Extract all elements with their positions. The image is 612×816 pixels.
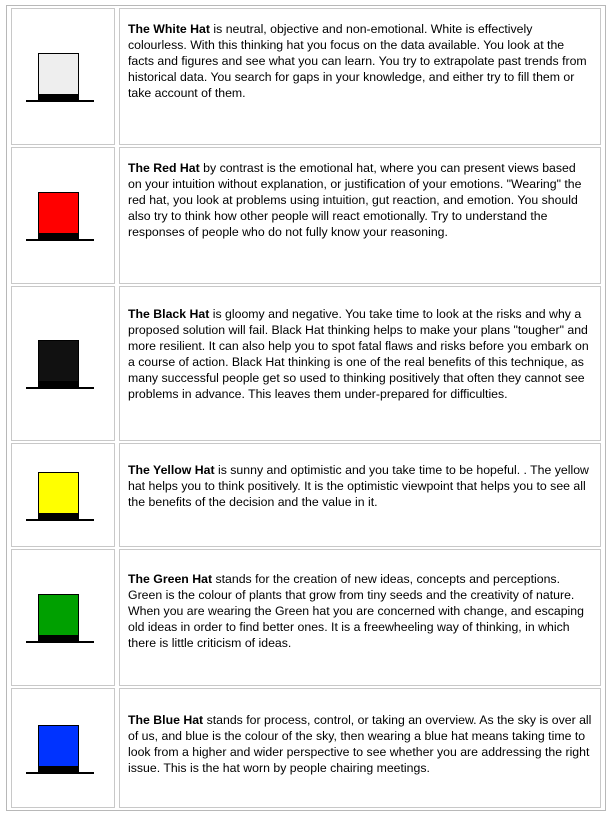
hat-name: The Red Hat bbox=[128, 161, 200, 175]
hat-icon-cell bbox=[11, 443, 115, 547]
hat-icon-cell bbox=[11, 8, 115, 145]
green-hat-icon bbox=[26, 594, 94, 656]
hat-description bbox=[119, 8, 601, 145]
hat-name: The White Hat bbox=[128, 22, 210, 36]
hat-brim bbox=[26, 519, 94, 521]
hat-name: The Black Hat bbox=[128, 307, 210, 321]
hat-description bbox=[119, 147, 601, 284]
hat-brim bbox=[26, 100, 94, 102]
hat-icon-cell bbox=[11, 147, 115, 284]
red-hat-icon bbox=[26, 192, 94, 254]
hat-description bbox=[119, 549, 601, 686]
hat-crown bbox=[38, 53, 79, 99]
hat-description bbox=[119, 443, 601, 547]
blue-hat-icon bbox=[26, 725, 94, 787]
hat-name: The Yellow Hat bbox=[128, 463, 215, 477]
hat-brim bbox=[26, 387, 94, 389]
hat-crown bbox=[38, 472, 79, 518]
hat-crown bbox=[38, 725, 79, 771]
hat-brim bbox=[26, 641, 94, 643]
hat-crown bbox=[38, 192, 79, 238]
hat-text: by contrast is the emotional hat, where you can present views based on your intuition without explanation, or justification of your emotions. "Wearing" the red hat, you look at problems using intuition, gut reaction, and emotion. You should also try to think how other people will react emotionally. Try to understand the responses of people who do not fully know your reasoning. bbox=[128, 161, 582, 239]
hat-text: is sunny and optimistic and you take time to be hopeful. . The yellow hat helps you to think positively. It is the optimistic viewpoint that helps you to see all the benefits of the decision and the value in it. bbox=[128, 463, 589, 509]
hat-icon-cell bbox=[11, 549, 115, 686]
hat-icon-cell bbox=[11, 688, 115, 808]
hat-description bbox=[119, 286, 601, 441]
hat-icon-cell bbox=[11, 286, 115, 441]
hat-row-yellow bbox=[9, 443, 603, 547]
yellow-hat-icon bbox=[26, 472, 94, 534]
hat-brim bbox=[26, 239, 94, 241]
hat-name: The Green Hat bbox=[128, 572, 213, 586]
hat-text: stands for the creation of new ideas, concepts and perceptions. Green is the colour of plants that grow from tiny seeds and the creativity of nature. When you are wearing the Green hat you are concerned with change, and escaping old ideas in order to find better ones. It is a freewheeling way of thinking, in which there is little criticism of ideas. bbox=[128, 572, 584, 650]
hat-text: is gloomy and negative. You take time to look at the risks and why a proposed solution will fail. Black Hat thinking helps to make your plans "tougher" and more resilient. It can also help you to spot fatal flaws and risks before you embark on a course of action. Black Hat thinking is one of the real benefits of this technique, as many successful people get so used to thinking positively that often they cannot see problems in advance. This leaves them under-prepared for difficulties. bbox=[128, 307, 589, 401]
hat-row-green bbox=[9, 549, 603, 686]
hat-name: The Blue Hat bbox=[128, 713, 204, 727]
six-hats-table bbox=[6, 5, 606, 811]
hat-crown bbox=[38, 594, 79, 640]
black-hat-icon bbox=[26, 340, 94, 402]
hat-text: is neutral, objective and non-emotional. White is effectively colourless. With this thinking hat you focus on the data available. You look at the facts and figures and see what you can learn. You try to extrapolate past trends from historical data. You search for gaps in your knowledge, and either try to fill them or take account of them. bbox=[128, 22, 587, 100]
white-hat-icon bbox=[26, 53, 94, 115]
hat-row-red bbox=[9, 147, 603, 284]
hat-crown bbox=[38, 340, 79, 386]
hat-row-blue bbox=[9, 688, 603, 808]
hat-text: stands for process, control, or taking an overview. As the sky is over all of us, and blue is the colour of the sky, then wearing a blue hat means taking time to look from a higher and wider perspective to see whether you are addressing the right issue. This is the hat worn by people chairing meetings. bbox=[128, 713, 592, 775]
hat-description bbox=[119, 688, 601, 808]
hat-brim bbox=[26, 772, 94, 774]
hat-row-white bbox=[9, 8, 603, 145]
hat-row-black bbox=[9, 286, 603, 441]
